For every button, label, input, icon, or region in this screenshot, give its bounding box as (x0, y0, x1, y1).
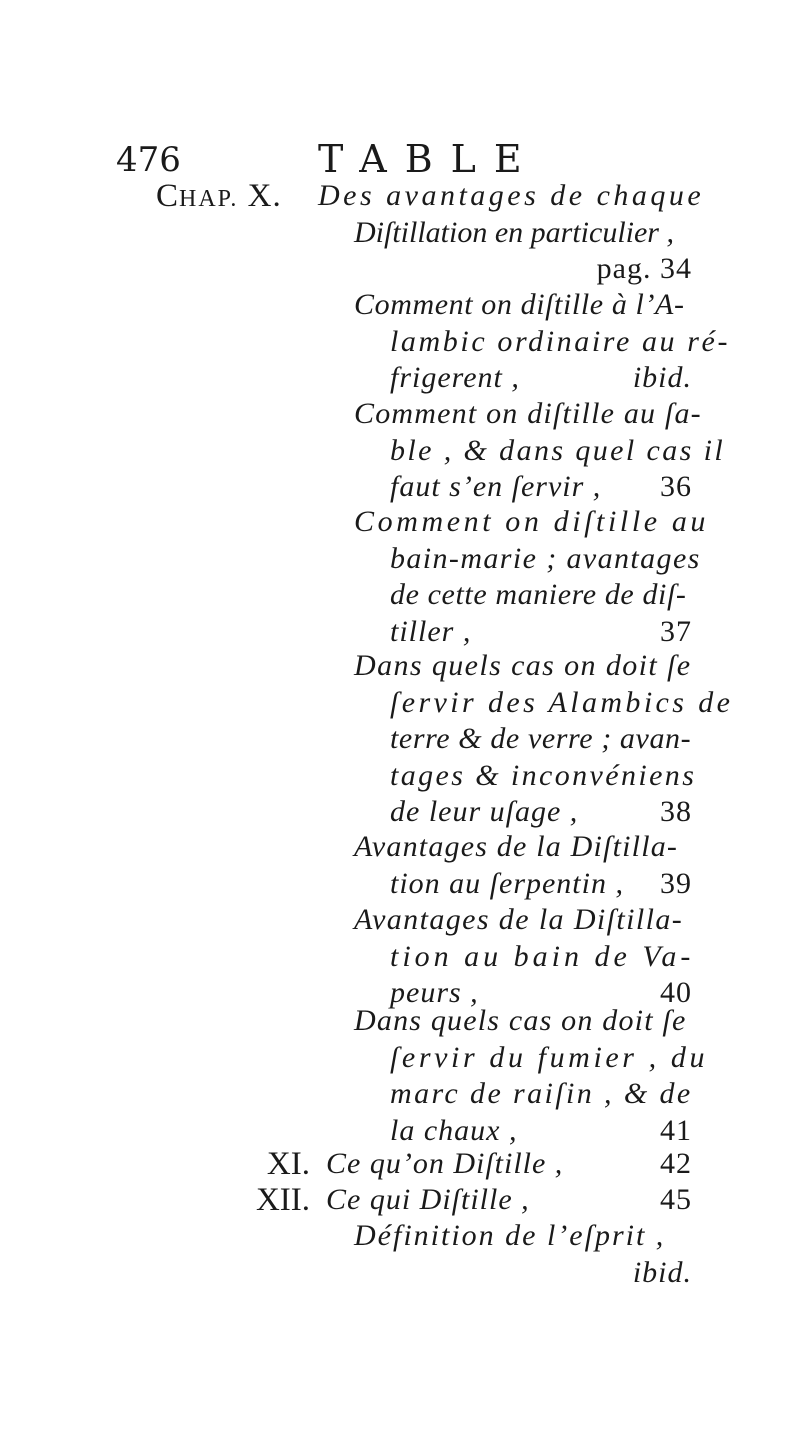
toc-entry-line-text: tion au ſerpentin , (390, 866, 624, 900)
toc-entry-line-text: Ce qui Diſtille , (326, 1183, 530, 1216)
toc-entry-line: lambic ordinaire au ré- (390, 324, 731, 358)
toc-entry-line: marc de raiſin , & de (390, 1077, 693, 1110)
chapter-x-label (156, 176, 282, 219)
toc-entry-line (354, 360, 692, 397)
toc-entry-line (354, 614, 692, 651)
running-title: TABLE (318, 137, 540, 181)
chapter-label-small-caps: HAP. (179, 186, 239, 212)
chapter-xii-number: XII. (255, 1182, 310, 1218)
toc-entry-page: ibid. (632, 1255, 692, 1289)
toc-entry-line: Définition de l’eſprit , (354, 1219, 666, 1252)
toc-entry-page: 45 (660, 1183, 692, 1216)
toc-entry-line: Dans quels cas on doit ſe (354, 649, 692, 682)
toc-entry (354, 648, 734, 831)
toc-entry (354, 1218, 692, 1291)
toc-entry-line: Avantages de la Diſtilla- (354, 903, 684, 936)
toc-entry-page: 41 (660, 1113, 692, 1147)
chapter-label-prefix: C (156, 178, 180, 214)
toc-entry-line: ſervir du fumier , du (390, 1040, 709, 1074)
toc-entry-line: Des avantages de chaque (318, 179, 705, 212)
toc-entry-line: ble , & dans quel cas il (390, 433, 726, 467)
toc-entry (354, 829, 692, 902)
toc-entry-page: 38 (660, 795, 692, 828)
toc-entry-line: tion au bain de Va- (390, 939, 695, 973)
toc-entry-page: 42 (660, 1147, 692, 1180)
toc-entry-page: 36 (660, 470, 692, 503)
toc-entry (354, 1003, 709, 1149)
toc-entry-line: Dans quels cas on doit ſe (354, 1004, 687, 1037)
toc-entry-line-text: faut s’en ſervir , (390, 470, 602, 503)
toc-entry (318, 178, 705, 287)
toc-entry-page-line (318, 251, 692, 287)
toc-entry-line-text: Ce qu’on Diſtille , (326, 1147, 564, 1180)
chapter-label-number: X. (247, 178, 282, 214)
toc-entry-line-text: frigerent , (390, 361, 520, 394)
toc-entry-line: Comment on diſtille au (354, 505, 710, 538)
toc-entry-line-text: de leur uſage , (390, 795, 579, 828)
toc-entry-line: ſervir des Alambics de (390, 685, 734, 719)
toc-entry-line (354, 794, 692, 831)
toc-entry-line: bain-marie ; avantages (390, 541, 701, 575)
toc-entry-line: Avantages de la Diſtilla- (354, 830, 679, 863)
chapter-xi-entry (326, 1146, 692, 1183)
toc-entry-line (326, 1182, 692, 1219)
chapter-xi-number: XI. (266, 1146, 310, 1182)
toc-entry-line: tages & inconvéniens (390, 758, 697, 792)
toc-entry-line-text: peurs , (390, 976, 479, 1009)
toc-entry-page: 39 (660, 866, 692, 900)
chapter-xii-entry (326, 1182, 692, 1219)
toc-entry-page: pag. 34 (596, 252, 692, 285)
page-number: 476 (116, 140, 181, 180)
toc-entry-page: 40 (660, 976, 692, 1009)
toc-entry-line: terre & de verre ; avan- (390, 722, 692, 755)
toc-entry-line (326, 1146, 692, 1183)
toc-entry-line: de cette maniere de diſ- (390, 578, 687, 611)
toc-entry (354, 902, 695, 1012)
toc-entry-line: Diſtillation en particulier , (354, 215, 674, 249)
toc-entry-page: ibid. (632, 361, 692, 394)
toc-entry-line (354, 469, 692, 506)
toc-entry (354, 396, 726, 506)
toc-entry-line: Comment on diſtille au ſa- (354, 397, 702, 430)
toc-entry-line (354, 1113, 692, 1150)
toc-entry-line (354, 866, 692, 903)
toc-entry-line: Comment on diſtille à l’A- (354, 288, 685, 321)
toc-entry-page: 37 (660, 614, 692, 648)
toc-entry (354, 287, 731, 397)
toc-entry-line-text: la chaux , (390, 1113, 518, 1147)
toc-entry-page-line (354, 1255, 692, 1291)
toc-entry (354, 504, 710, 650)
toc-entry-line-text: tiller , (390, 614, 472, 648)
